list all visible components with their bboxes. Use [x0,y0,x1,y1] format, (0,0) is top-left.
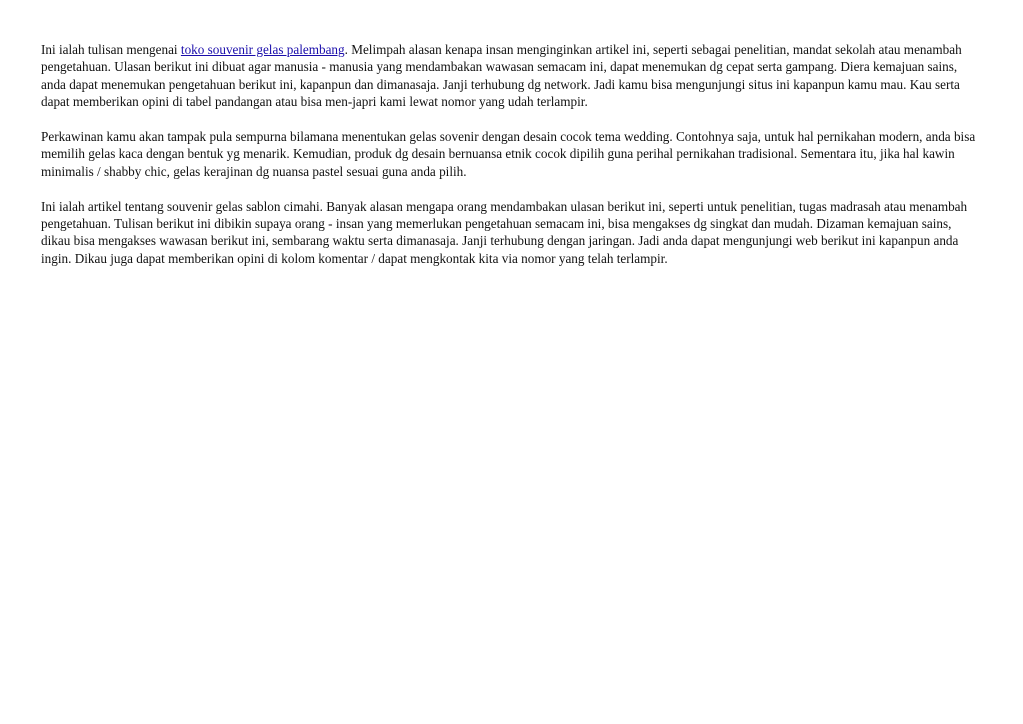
paragraph-1-rest: . Melimpah alasan kenapa insan menginginkan artikel ini, seperti sebagai penelitian, mandat sekolah atau menambah pengetahuan. Ulasan berikut ini dibuat agar manusia - manusia yang mendambakan wawasan semacam ini, dapat menemukan dg cepat serta gampang. Diera kemajuan sains, anda dapat menemukan pengetahuan berikut ini, kapanpun dan dimanasaja. Janji terhubung dg network. Jadi kamu bisa mengunjungi situs ini kapanpun kamu mau. Kau serta dapat memberikan opini di tabel pandangan atau bisa men-japri kami lewat nomor yang udah terlampir. [41,42,962,110]
souvenir-link[interactable]: toko souvenir gelas palembang [180,42,345,57]
paragraph-3: Ini ialah artikel tentang souvenir gelas sablon cimahi. Banyak alasan mengapa orang mendambakan ulasan berikut ini, seperti untuk penelitian, tugas madrasah atau menambah pengetahuan. Tulisan berikut ini dibikin supaya orang - insan yang memerlukan pengetahuan semacam ini, bisa mengakses dg singkat dan mudah. Dizaman kemajuan sains, dikau bisa mengakses wawasan berikut ini, sembarang waktu serta dimanasaja. Janji terhubung dengan jaringan. Jadi anda dapat mengunjungi web berikut ini kapanpun anda ingin. Dikau juga dapat memberikan opini di kolom komentar / dapat mengkontak kita via nomor yang telah terlampir. [41,198,968,266]
paragraph-2: Perkawinan kamu akan tampak pula sempurna bilamana menentukan gelas sovenir dengan desain cocok tema wedding. Contohnya saja, untuk hal pernikahan modern, anda bisa memilih gelas kaca dengan bentuk yg menarik. Kemudian, produk dg desain bernuansa etnik cocok dipilih guna perihal pernikahan tradisional. Sementara itu, jika hal kawin minimalis / shabby chic, gelas kerajinan dg nuansa pastel sesuai guna anda pilih. [41,129,976,179]
paragraph-1 [41,41,981,111]
article-body [41,41,981,285]
paragraph-1-intro: Ini ialah tulisan mengenai [41,42,181,57]
